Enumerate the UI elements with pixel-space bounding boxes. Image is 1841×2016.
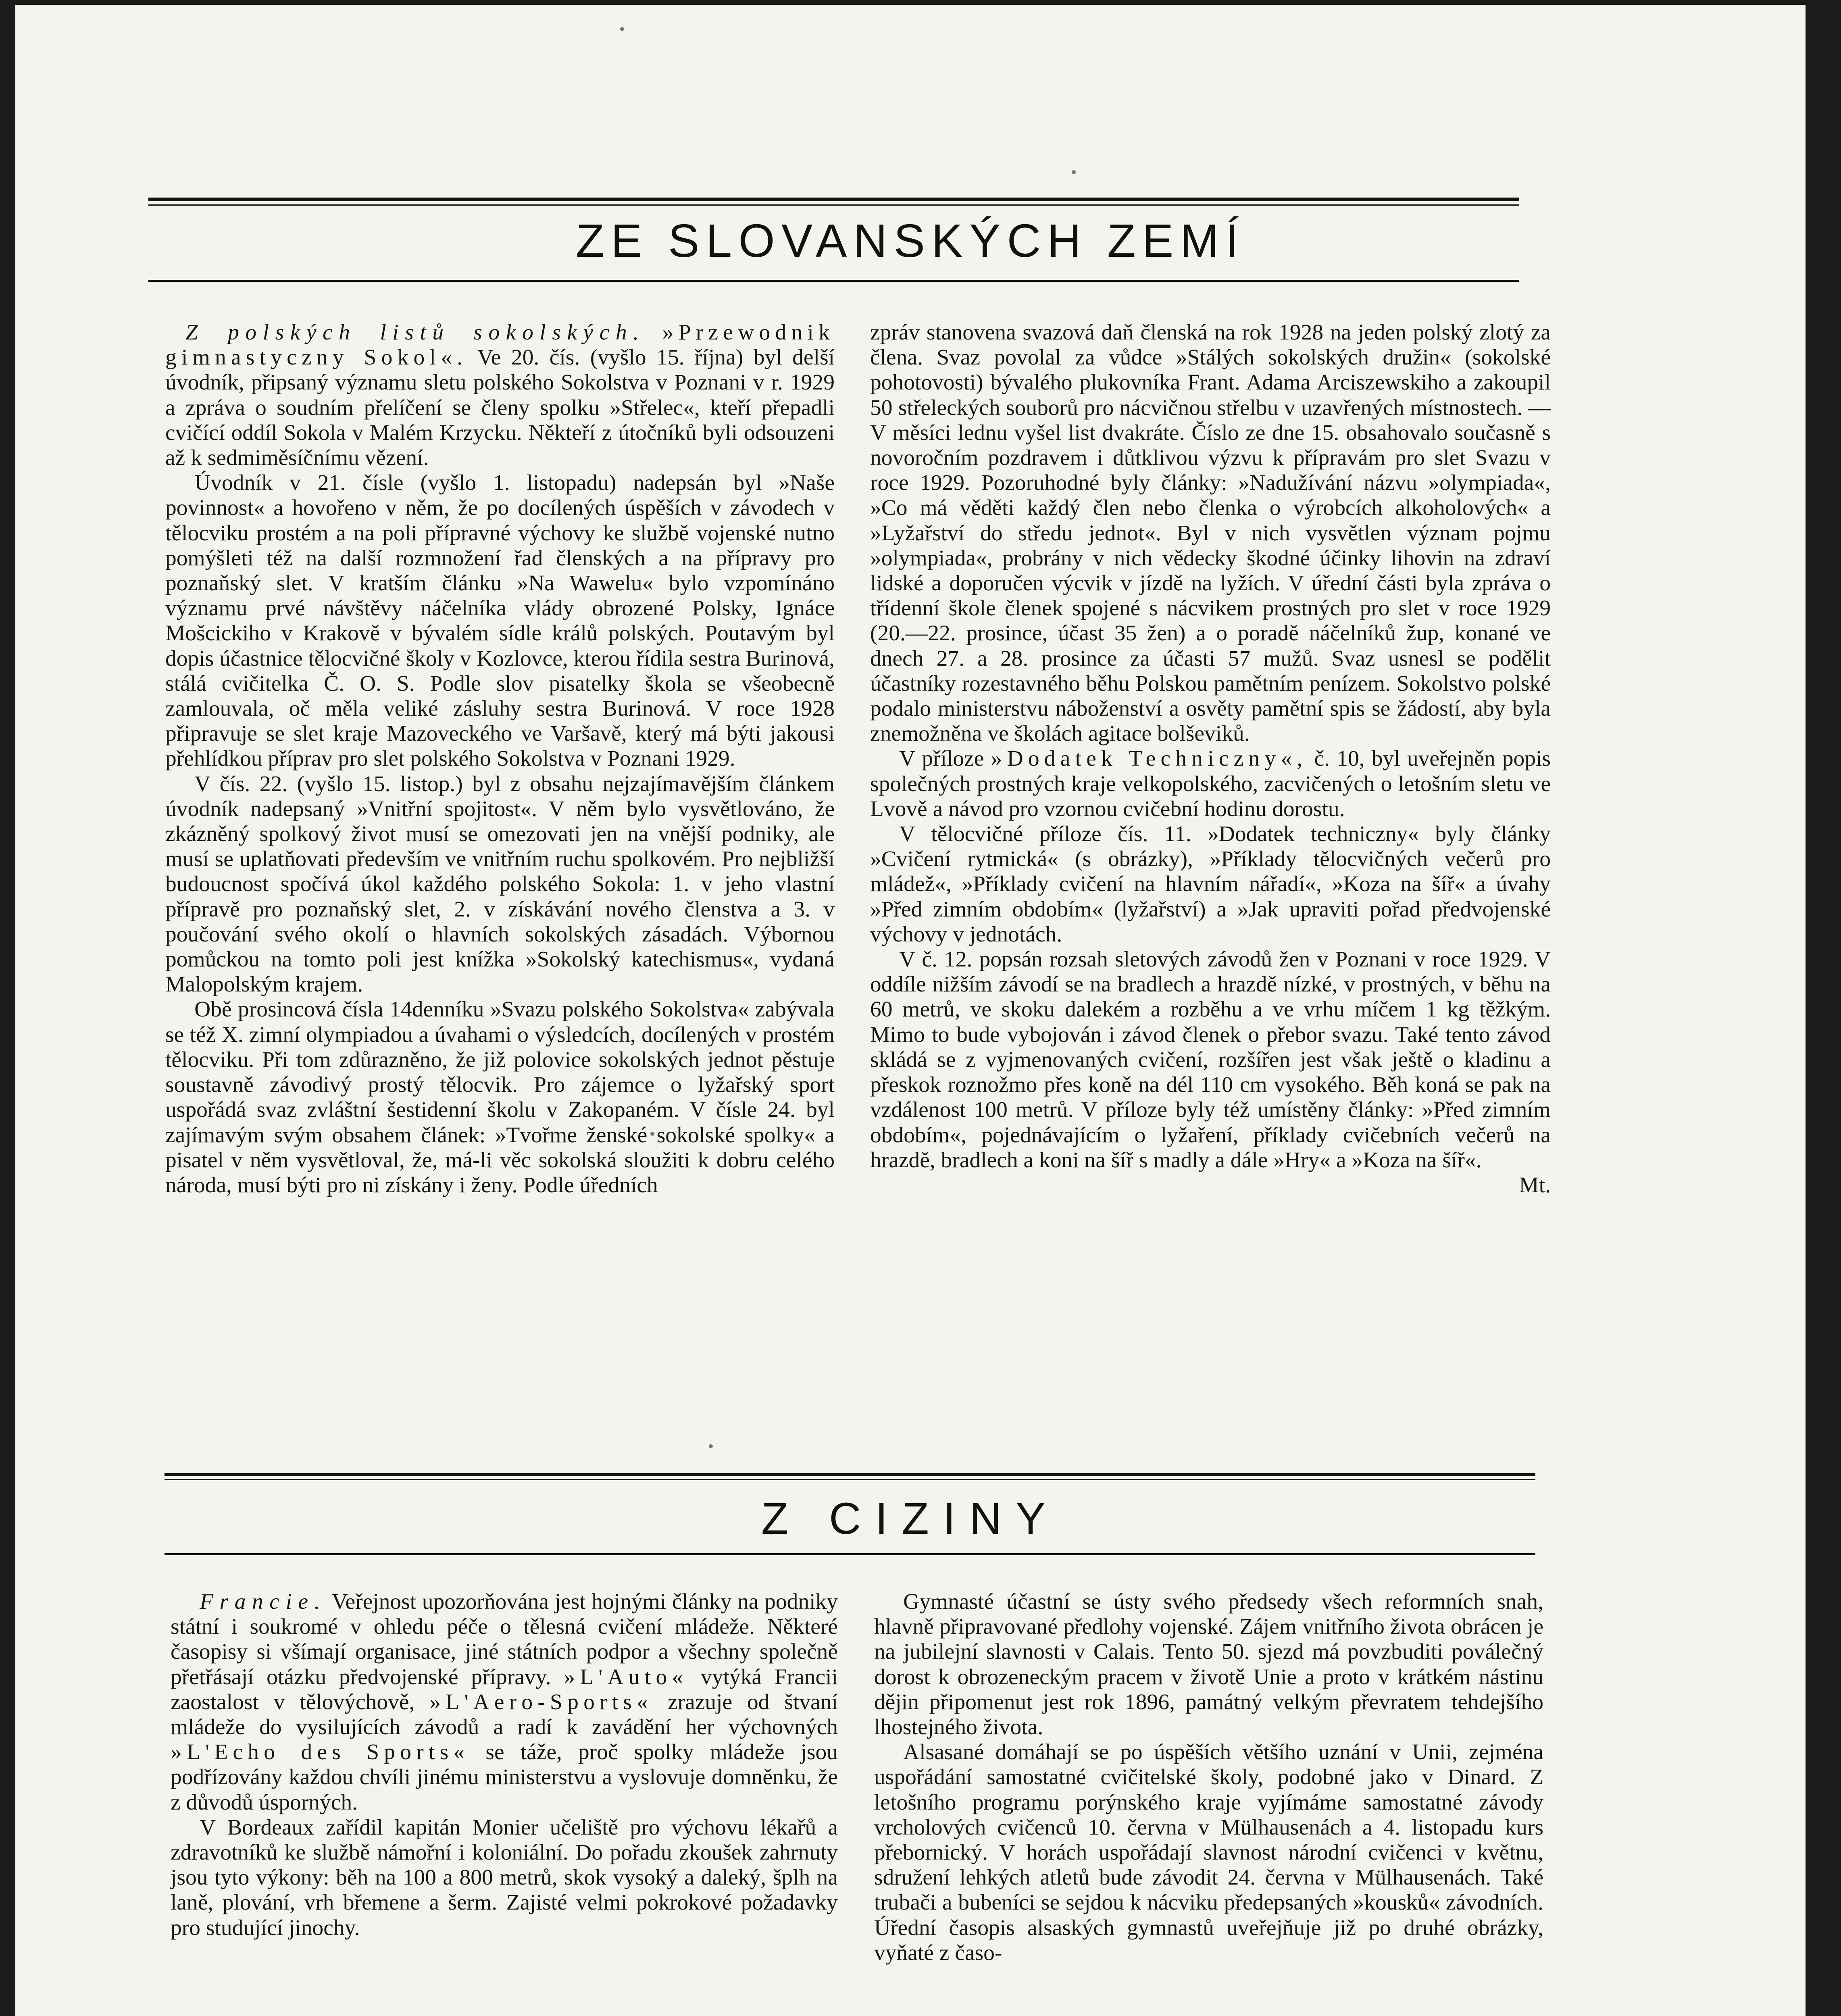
paragraph: Úvodník v 21. čísle (vyšlo 1. listopadu) nadepsán byl »Naše povinnost« a hovořeno v něm, že po docílených úspěších v závodech v tělocviku prostém a na poli přípravné výchovy ke službě vojenské nutno pomýšleti též na další rozmnožení řad členských a na přípravy pro poznaňský slet. V kratším článku »Na Wawelu« bylo vzpomínáno významu prvé návštěvy náčelníka vlády obrozené Polsky, Ignáce Mošcickiho v Krakově v bývalém sídle králů polských. Poutavým byl dopis účastnice tělocvičné školy v Kozlovce, kterou řídila sestra Burinová, stálá cvičitelka Č. O. S. Podle slov pisatelky škola se všeobecně zamlouvala, oč měla veliké zásluhy sestra Burinová. V roce 1928 připravuje se slet kraje Mazoveckého ve Varšavě, který má býti jakousi přehlídkou příprav pro slet polského Sokolstva v Poznani 1929. bbox=[165, 471, 835, 771]
paragraph: V tělocvičné příloze čís. 11. »Dodatek techniczny« byly články »Cvičení rytmická« (s obrázky), »Příklady tělocvičných večerů pro mládež«, »Příklady cvičení na hlavním nářadí«, »Koza na šíř« a úvahy »Před zimním obdobím« (lyžařství) a »Jak upraviti pořad předvojenské výchovy v jednotách. bbox=[870, 822, 1551, 947]
paragraph: V příloze »Dodatek Techniczny«, č. 10, byl uveřejněn popis společných prostných kraje velkopolského, zacvičených o letošním sletu ve Lvově a návod pro vzornou cvičební hodinu dorostu. bbox=[870, 746, 1551, 821]
paragraph: Francie. Veřejnost upozorňována jest hojnými články na podniky státní i soukromé v ohledu péče o tělesná cvičení mládeže. Některé časopisy si všímají organisace, jiné státních podpor a všechny společně přetřásají otázku předvojenské přípravy. »L'Auto« vytýká Francii zaostalost v tělovýchově, »L'Aero-Sports« zrazuje od štvaní mládeže do vysilujících závodů a radí k zavádění her výchovných »L'Echo des Sports« se táže, proč spolky mládeže jsou podřízovány každou chvíli jinému ministerstvu a vyslovuje domněnku, že z důvodů úsporných. bbox=[171, 1589, 838, 1815]
slavic-right-column bbox=[870, 320, 1551, 1198]
section-title-foreign: Z CIZINY bbox=[761, 1494, 1060, 1543]
publication-name: »Dodatek Techniczny«, bbox=[991, 746, 1308, 771]
section2-underline bbox=[165, 1553, 1535, 1555]
source-name: Z polských listů sokolských. bbox=[185, 320, 645, 345]
paragraph: Z polských listů sokolských. »Przewodnik gimnastyczny Sokol«. Ve 20. čís. (vyšlo 15. října) byl delší úvodník, připsaný významu sletu polského Sokolstva v Poznani v r. 1929 a zpráva o soudním přelíčení se členy spolku »Střelec«, kteří přepadli cvičící oddíl Sokola v Malém Krzycku. Někteří z útočníků byli odsouzeni až k sedmiměsíčnímu vězení. bbox=[165, 320, 835, 471]
paragraph: Gymnasté účastní se ústy svého předsedy všech reformních snah, hlavně připravované předlohy vojenské. Zájem vnitřního života obrácen je na jubilejní slavnosti v Calais. Tento 50. sjezd má povzbuditi poválečný dorost k obrozeneckým pracem v životě Unie a proto v krátkém nástinu dějin připomenut jest rok 1896, památný velkým převratem tehdejšího lhostejného života. bbox=[874, 1589, 1543, 1740]
publication-name: »L'Auto« bbox=[564, 1664, 688, 1689]
paragraph: V Bordeaux zařídil kapitán Monier učeliště pro výchovu lékařů a zdravotníků ke službě námořní i koloniální. Do pořadu zkoušek zahrnuty jsou tyto výkony: běh na 100 a 800 metrů, skok vysoký a daleký, šplh na laně, plování, vrh břemene a šerm. Zajisté velmi pokrokové požadavky pro studující jinochy. bbox=[171, 1815, 838, 1940]
speck bbox=[1072, 170, 1076, 174]
document-page bbox=[15, 5, 1806, 2016]
section-title-slavic: ZE SLOVANSKÝCH ZEMÍ bbox=[575, 215, 1245, 267]
paragraph: zpráv stanovena svazová daň členská na rok 1928 na jeden polský zlotý za člena. Svaz povolal za vůdce »Stálých sokolských družin« (sokolské pohotovosti) bývalého plukovníka Frant. Adama Arciszewskiho a zakoupil 50 střeleckých souborů pro nácvičnou střelbu v uzavřených místnostech. — V měsíci lednu vyšel list dvakráte. Číslo ze dne 15. obsahovalo současně s novoročním pozdravem i důtklivou výzvu k přípravám pro slet Svazu v roce 1929. Pozoruhodné byly články: »Nadužívání názvu »olympiada«, »Co má věděti každý člen nebo členka o výrobcích alkoholových« a »Lyžařství do středu jednot«. Byl v nich vysvětlen význam pojmu »olympiada«, probrány v nich vědecky škodné účinky lihovin na zdraví lidské a doporučen výcvik v jízdě na lyžích. V úřední části byla zpráva o třídenní škole členek spojené s nácvikem prostných pro slet v roce 1929 (20.—22. prosince, účast 35 žen) a o poradě náčelníků žup, konané ve dnech 27. a 28. prosince za účasti 57 mužů. Svaz usnesl se podělit účastníky rozestavného běhu Polskou pamětním penízem. Sokolstvo polské podalo ministerstvu náboženství a osvěty pamětní spis se žádostí, aby byla znemožněna ve školách agitace bolševiků. bbox=[870, 320, 1551, 746]
speck bbox=[709, 1444, 713, 1448]
slavic-left-column bbox=[165, 320, 835, 1198]
top-rule-thick bbox=[148, 198, 1519, 201]
foreign-right-column bbox=[874, 1589, 1543, 1966]
publication-name: »L'Echo des Sports« bbox=[171, 1740, 470, 1765]
foreign-left-column bbox=[171, 1589, 838, 1941]
publication-name: »Przewodnik gimnastyczny Sokol«. bbox=[165, 320, 835, 370]
publication-name: »L'Aero-Sports« bbox=[429, 1689, 653, 1714]
section2-rule-top-thin bbox=[165, 1479, 1535, 1480]
paragraph: Alsasané domáhají se po úspěších většího uznání v Unii, zejména uspořádání samostatné cvičitelské školy, podobné jako v Dinard. Z letošního programu porýnského kraje vyjímáme samostatné závody vrcholových cvičenců 10. června v Mülhausenách a 4. listopadu kurs přebornický. V horách uspořádají slavnost národní cvičenci v květnu, sdružení lehkých atletů bude závodit 24. června v Mülhausenách. Také trubači a bubeníci se sejdou k nácviku předepsaných »kousků« závodních. Úřední časopis alsaských gymnastů uveřejňuje již po druhé obrázky, vyňaté z časo- bbox=[874, 1740, 1543, 1965]
top-rule-thin bbox=[148, 204, 1519, 206]
author-signature: Mt. bbox=[1519, 1173, 1551, 1198]
title-underline bbox=[148, 280, 1519, 282]
country-name: Francie. bbox=[200, 1589, 327, 1614]
speck bbox=[620, 27, 624, 31]
section2-rule-top bbox=[165, 1473, 1535, 1476]
paragraph: Obě prosincová čísla 14denníku »Svazu polského Sokolstva« zabývala se též X. zimní olympiadou a úvahami o výsledcích, docílených v prostém tělocviku. Při tom zdůrazněno, že již polovice sokolských jednot pěstuje soustavně závodivý prostý tělocvik. Pro zájemce o lyžařský sport uspořádá svaz zvláštní šestidenní školu v Zakopaném. V čísle 24. byl zajímavým svým obsahem článek: »Tvořme ženské sokolské spolky« a pisatel v něm vysvětloval, že, má-li věc sokolská sloužiti k dobru celého národa, musí býti pro ni získány i ženy. Podle úředních bbox=[165, 997, 835, 1198]
paragraph: V čís. 22. (vyšlo 15. listop.) byl z obsahu nejzajímavějším článkem úvodník nadepsaný »Vnitřní spojitost«. V něm bylo vysvětlováno, že zkázněný spolkový život musí se omezovati jen na vnější podniky, ale musí se uplatňovati především ve vnitřním ruchu spolkovém. Pro nejbližší budoucnost spočívá úkol každého polského Sokola: 1. v jeho vlastní přípravě pro poznaňský slet, 2. v získávání nového členstva a 3. v poučování svého okolí o hlavních sokolských zásadách. Výbornou pomůckou na tomto poli jest knížka »Sokolský katechismus«, vydaná Malopolským krajem. bbox=[165, 771, 835, 997]
paragraph: V č. 12. popsán rozsah sletových závodů žen v Poznani v roce 1929. V oddíle nižším závodí se na bradlech a hrazdě nízké, v prostných, v běhu na 60 metrů, ve skoku dalekém a rozběhu a ve vrhu míčem 1 kg těžkým. Mimo to bude vybojován i závod členek o přebor svazu. Také tento závod skládá se z vyjmenovaných cvičení, rozšířen jest však ještě o kladinu a přeskok roznožmo přes koně na dél 110 cm vysokého. Běh koná se pak na vzdálenost 100 metrů. V příloze byly též umístěny články: »Před zimním obdobím«, pojednávajícím o lyžaření, příklady cvičebních večerů na hrazdě, bradlech a koni na šíř s madly a dále »Hry« a »Koza na šíř«. bbox=[870, 947, 1551, 1173]
